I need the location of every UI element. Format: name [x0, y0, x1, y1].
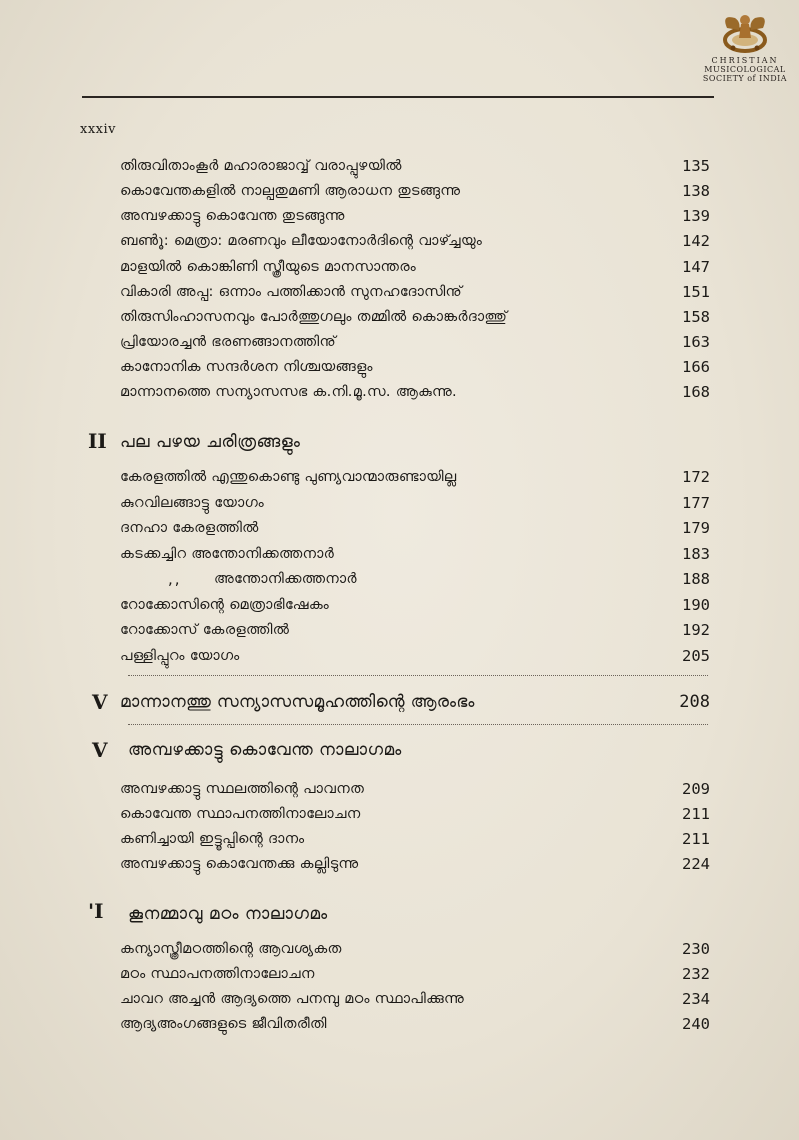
toc-entry: [120, 516, 710, 540]
toc-entry: [120, 827, 710, 851]
entry-page: 240: [682, 1015, 710, 1033]
toc-entry: [120, 465, 710, 489]
entry-title: റോക്കോസിന്റെ മെത്രാഭിഷേകം: [120, 597, 330, 613]
entry-page: 147: [682, 258, 710, 276]
entry-page: 142: [682, 232, 710, 250]
entry-page: 151: [682, 283, 710, 301]
entry-page: 166: [682, 358, 710, 376]
entry-page: 234: [682, 990, 710, 1008]
toc-entry: [120, 380, 710, 404]
entry-title: അമ്പഴക്കാട്ടു സ്ഥലത്തിന്റെ പാവനത: [120, 781, 365, 797]
section-numeral: V: [92, 738, 108, 762]
entry-title: റോക്കോസ് കേരളത്തിൽ: [120, 622, 290, 638]
logo-line: SOCIETY of INDIA: [702, 74, 788, 83]
entry-title: ബൺൂ: മെത്രാ: മരണവും ലീയോനോർദിന്റെ വാഴ്ച്ചയും: [120, 233, 483, 249]
toc-entry: [120, 962, 710, 986]
entry-title: കാനോനിക സന്ദർശന നിശ്ചയങ്ങളും: [120, 359, 373, 375]
entry-page: 177: [682, 494, 710, 512]
entry-title: കൊവേന്തകളിൽ നാല്പതുമണി ആരാധന തുടങ്ങുന്നു: [120, 183, 461, 199]
entry-title: ദനഹാ കേരളത്തിൽ: [120, 520, 259, 536]
toc-entry: [120, 987, 710, 1011]
entry-page: 230: [682, 940, 710, 958]
toc-entry: [120, 305, 710, 329]
section-numeral: 'I: [88, 899, 104, 923]
entry-page: 192: [682, 621, 710, 639]
entry-title: അന്തോനിക്കത്തനാർ: [214, 571, 357, 587]
entry-page: 158: [682, 308, 710, 326]
toc-entry: [120, 280, 710, 304]
section-numeral: II: [88, 429, 107, 453]
toc-entry: [120, 690, 710, 714]
entry-page: 138: [682, 182, 710, 200]
toc-entry: [120, 618, 710, 642]
logo-line: CHRISTIAN: [711, 56, 779, 65]
entry-title: കൊവേന്ത സ്ഥാപനത്തിനാലോചന: [120, 806, 361, 822]
entry-title: മഠം സ്ഥാപനത്തിനാലോചന: [120, 966, 315, 982]
entry-page: 224: [682, 855, 710, 873]
toc-entry: [120, 1012, 710, 1036]
section-title: അമ്പഴക്കാട്ടു കൊവേന്ത നാലാഗമം: [128, 740, 402, 760]
entry-page: 211: [682, 805, 710, 823]
entry-page: 190: [682, 596, 710, 614]
toc-entry: [120, 255, 710, 279]
entry-title: അമ്പഴക്കാട്ടു കൊവേന്തക്കു കല്ലിടുന്നു: [120, 856, 359, 872]
entry-page: 168: [682, 383, 710, 401]
section-title: കൂനമ്മാവു മഠം നാലാഗമം: [128, 904, 328, 924]
entry-title: അമ്പഴക്കാട്ടു കൊവേന്ത തുടങ്ങുന്നു: [120, 208, 345, 224]
entry-page: 139: [682, 207, 710, 225]
entry-title: ചാവറ അച്ചൻ ആദ്യത്തെ പനമ്പു മഠം സ്ഥാപിക്കുന്നു: [120, 991, 465, 1007]
entry-page: 211: [682, 830, 710, 848]
entry-page: 179: [682, 519, 710, 537]
entry-page: 183: [682, 545, 710, 563]
ditto-mark: ,,: [168, 570, 182, 588]
entry-title: പള്ളിപ്പുറം യോഗം: [120, 648, 240, 664]
toc-entry: [120, 491, 710, 515]
entry-page: 188: [682, 570, 710, 588]
header-rule: [82, 96, 714, 98]
entry-page: 208: [679, 692, 710, 712]
entry-title: കുറവിലങ്ങാട്ടു യോഗം: [120, 495, 265, 511]
page-number: xxxiv: [80, 122, 116, 137]
entry-page: 205: [682, 647, 710, 665]
toc-entry: [120, 154, 710, 178]
entry-title: കടക്കച്ചിറ അന്തോനിക്കത്തനാർ: [120, 546, 335, 562]
entry-title: തിരുവിതാംകൂർ മഹാരാജാവ്വ് വരാപ്പുഴയിൽ: [120, 158, 402, 174]
entry-title: മാന്നാനത്തെ സന്യാസസഭ ക.നി.മൂ.സ. ആകുന്നു.: [120, 384, 457, 400]
entry-page: 209: [682, 780, 710, 798]
entry-title: തിരുസിംഹാസനവും പോർത്തുഗലും തമ്മിൽ കൊങ്കർദാത്തു്: [120, 309, 508, 325]
section-title: പല പഴയ ചരിത്രങ്ങളും: [120, 432, 301, 452]
entry-title: കണിച്ചായി ഇട്ടൂപ്പിന്റെ ദാനം: [120, 831, 305, 847]
section-divider: [128, 675, 708, 676]
entry-page: 232: [682, 965, 710, 983]
entry-title: കന്യാസ്ത്രീമഠത്തിന്റെ ആവശ്യകത: [120, 941, 342, 957]
toc-entry: [120, 802, 710, 826]
toc-entry: [120, 542, 710, 566]
society-logo: [700, 8, 790, 83]
entry-title: വികാരി അപ്പ: ഒന്നാം പത്തിക്കാൻ സുനഹദോസിനു്: [120, 284, 463, 300]
toc-entry: [120, 593, 710, 617]
toc-entry: [120, 229, 710, 253]
toc-entry: [120, 852, 710, 876]
toc-entry: [120, 179, 710, 203]
entry-title: മാളയിൽ കൊങ്കിണി സ്ത്രീയുടെ മാനസാന്തരം: [120, 259, 416, 275]
entry-title: കേരളത്തിൽ എന്തുകൊണ്ടു പുണ്യവാന്മാരുണ്ടായില്ല: [120, 469, 457, 485]
toc-entry: [120, 937, 710, 961]
toc-entry: [120, 567, 710, 591]
angel-emblem-icon: [715, 8, 775, 56]
entry-title: ആദ്യഅംഗങ്ങളുടെ ജീവിതരീതി: [120, 1016, 327, 1032]
entry-page: 163: [682, 333, 710, 351]
entry-page: 135: [682, 157, 710, 175]
toc-entry: [120, 204, 710, 228]
toc-entry: [120, 355, 710, 379]
entry-title: പ്രിയോരച്ചൻ ഭരണങ്ങാനത്തിനു്: [120, 334, 336, 350]
toc-entry: [120, 777, 710, 801]
entry-page: 172: [682, 468, 710, 486]
logo-line: MUSICOLOGICAL: [704, 65, 786, 74]
section-divider: [128, 724, 708, 725]
toc-entry: [120, 330, 710, 354]
section-numeral: V: [92, 690, 108, 714]
toc-entry: [120, 644, 710, 668]
section-title: മാന്നാനത്തു സന്യാസസമൂഹത്തിന്റെ ആരംഭം: [120, 692, 475, 712]
